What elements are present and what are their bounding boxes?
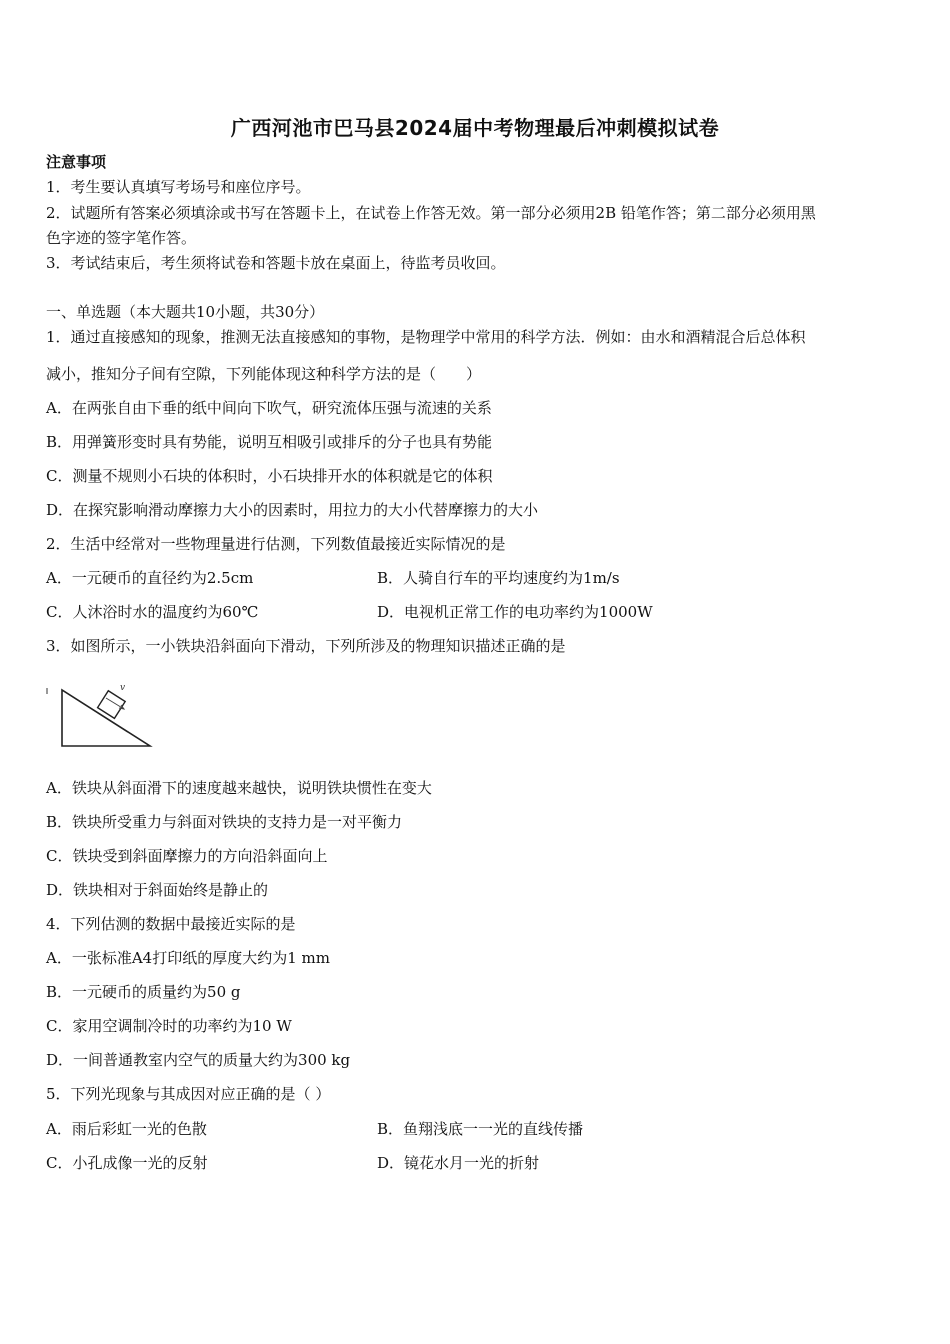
notice-item: 3．考试结束后，考生须将试卷和答题卡放在桌面上，待监考员收回。 (46, 254, 506, 272)
q4-option-a: A．一张标准A4打印纸的厚度大约为1 mm (46, 949, 330, 967)
notice-item: 1．考生要认真填写考场号和座位序号。 (46, 178, 311, 196)
q4-stem: 4．下列估测的数据中最接近实际的是 (46, 915, 296, 933)
q2-option-a: A．一元硬币的直径约为2.5cm (46, 569, 254, 587)
notice-item: 色字迹的签字笔作答。 (46, 229, 197, 247)
q1-option-d: D．在探究影响滑动摩擦力大小的因素时，用拉力的大小代替摩擦力的大小 (46, 501, 539, 519)
q3-option-d: D．铁块相对于斜面始终是静止的 (46, 881, 269, 899)
q3-stem: 3．如图所示，一小铁块沿斜面向下滑动，下列所涉及的物理知识描述正确的是 (46, 637, 566, 655)
q2-stem: 2．生活中经常对一些物理量进行估测，下列数值最接近实际情况的是 (46, 535, 506, 553)
q4-option-d: D．一间普通教室内空气的质量大约为300 kg (46, 1051, 351, 1069)
q1-option-a: A．在两张自由下垂的纸中间向下吹气，研究流体压强与流速的关系 (46, 399, 492, 417)
q1-option-c: C．测量不规则小石块的体积时，小石块排开水的体积就是它的体积 (46, 467, 493, 485)
q3-option-a: A．铁块从斜面滑下的速度越来越快，说明铁块惯性在变大 (46, 779, 432, 797)
q5-stem: 5．下列光现象与其成因对应正确的是（ ） (46, 1085, 331, 1103)
q4-option-b: B．一元硬币的质量约为50 g (46, 983, 241, 1001)
q2-option-d: D．电视机正常工作的电功率约为1000W (377, 603, 653, 621)
q1-option-b: B．用弹簧形变时具有势能，说明互相吸引或排斥的分子也具有势能 (46, 433, 493, 451)
q3-option-c: C．铁块受到斜面摩擦力的方向沿斜面向上 (46, 847, 328, 865)
q1-stem: 减小，推知分子间有空隙，下列能体现这种科学方法的是（ ） (46, 365, 482, 383)
velocity-label: v (120, 683, 126, 693)
section-heading: 一、单选题（本大题共10小题，共30分） (46, 303, 325, 321)
q5-option-c: C．小孔成像一光的反射 (46, 1154, 208, 1172)
notice-item: 2．试题所有答案必须填涂或书写在答题卡上，在试卷上作答无效。第一部分必须用2B 铅笔作答；第二部分必须用黑 (46, 204, 816, 222)
q5-option-a: A．雨后彩虹一光的色散 (46, 1120, 207, 1138)
iron-block (98, 691, 126, 719)
q5-option-b: B．鱼翔浅底一一光的直线传播 (377, 1120, 584, 1138)
q3-option-b: B．铁块所受重力与斜面对铁块的支持力是一对平衡力 (46, 813, 403, 831)
notice-heading: 注意事项 (46, 153, 107, 171)
q1-stem: 1．通过直接感知的现象，推测无法直接感知的事物，是物理学中常用的科学方法．例如：由水和酒精混合后总体积 (46, 328, 806, 346)
q5-option-d: D．镜花水月一光的折射 (377, 1154, 540, 1172)
page-title: 广西河池市巴马县2024届中考物理最后冲刺模拟试卷 (230, 116, 720, 140)
q2-option-c: C．人沐浴时水的温度约为60℃ (46, 603, 259, 621)
incline-figure (44, 680, 160, 752)
q2-option-b: B．人骑自行车的平均速度约为1m/s (377, 569, 620, 587)
q4-option-c: C．家用空调制冷时的功率约为10 W (46, 1017, 292, 1035)
